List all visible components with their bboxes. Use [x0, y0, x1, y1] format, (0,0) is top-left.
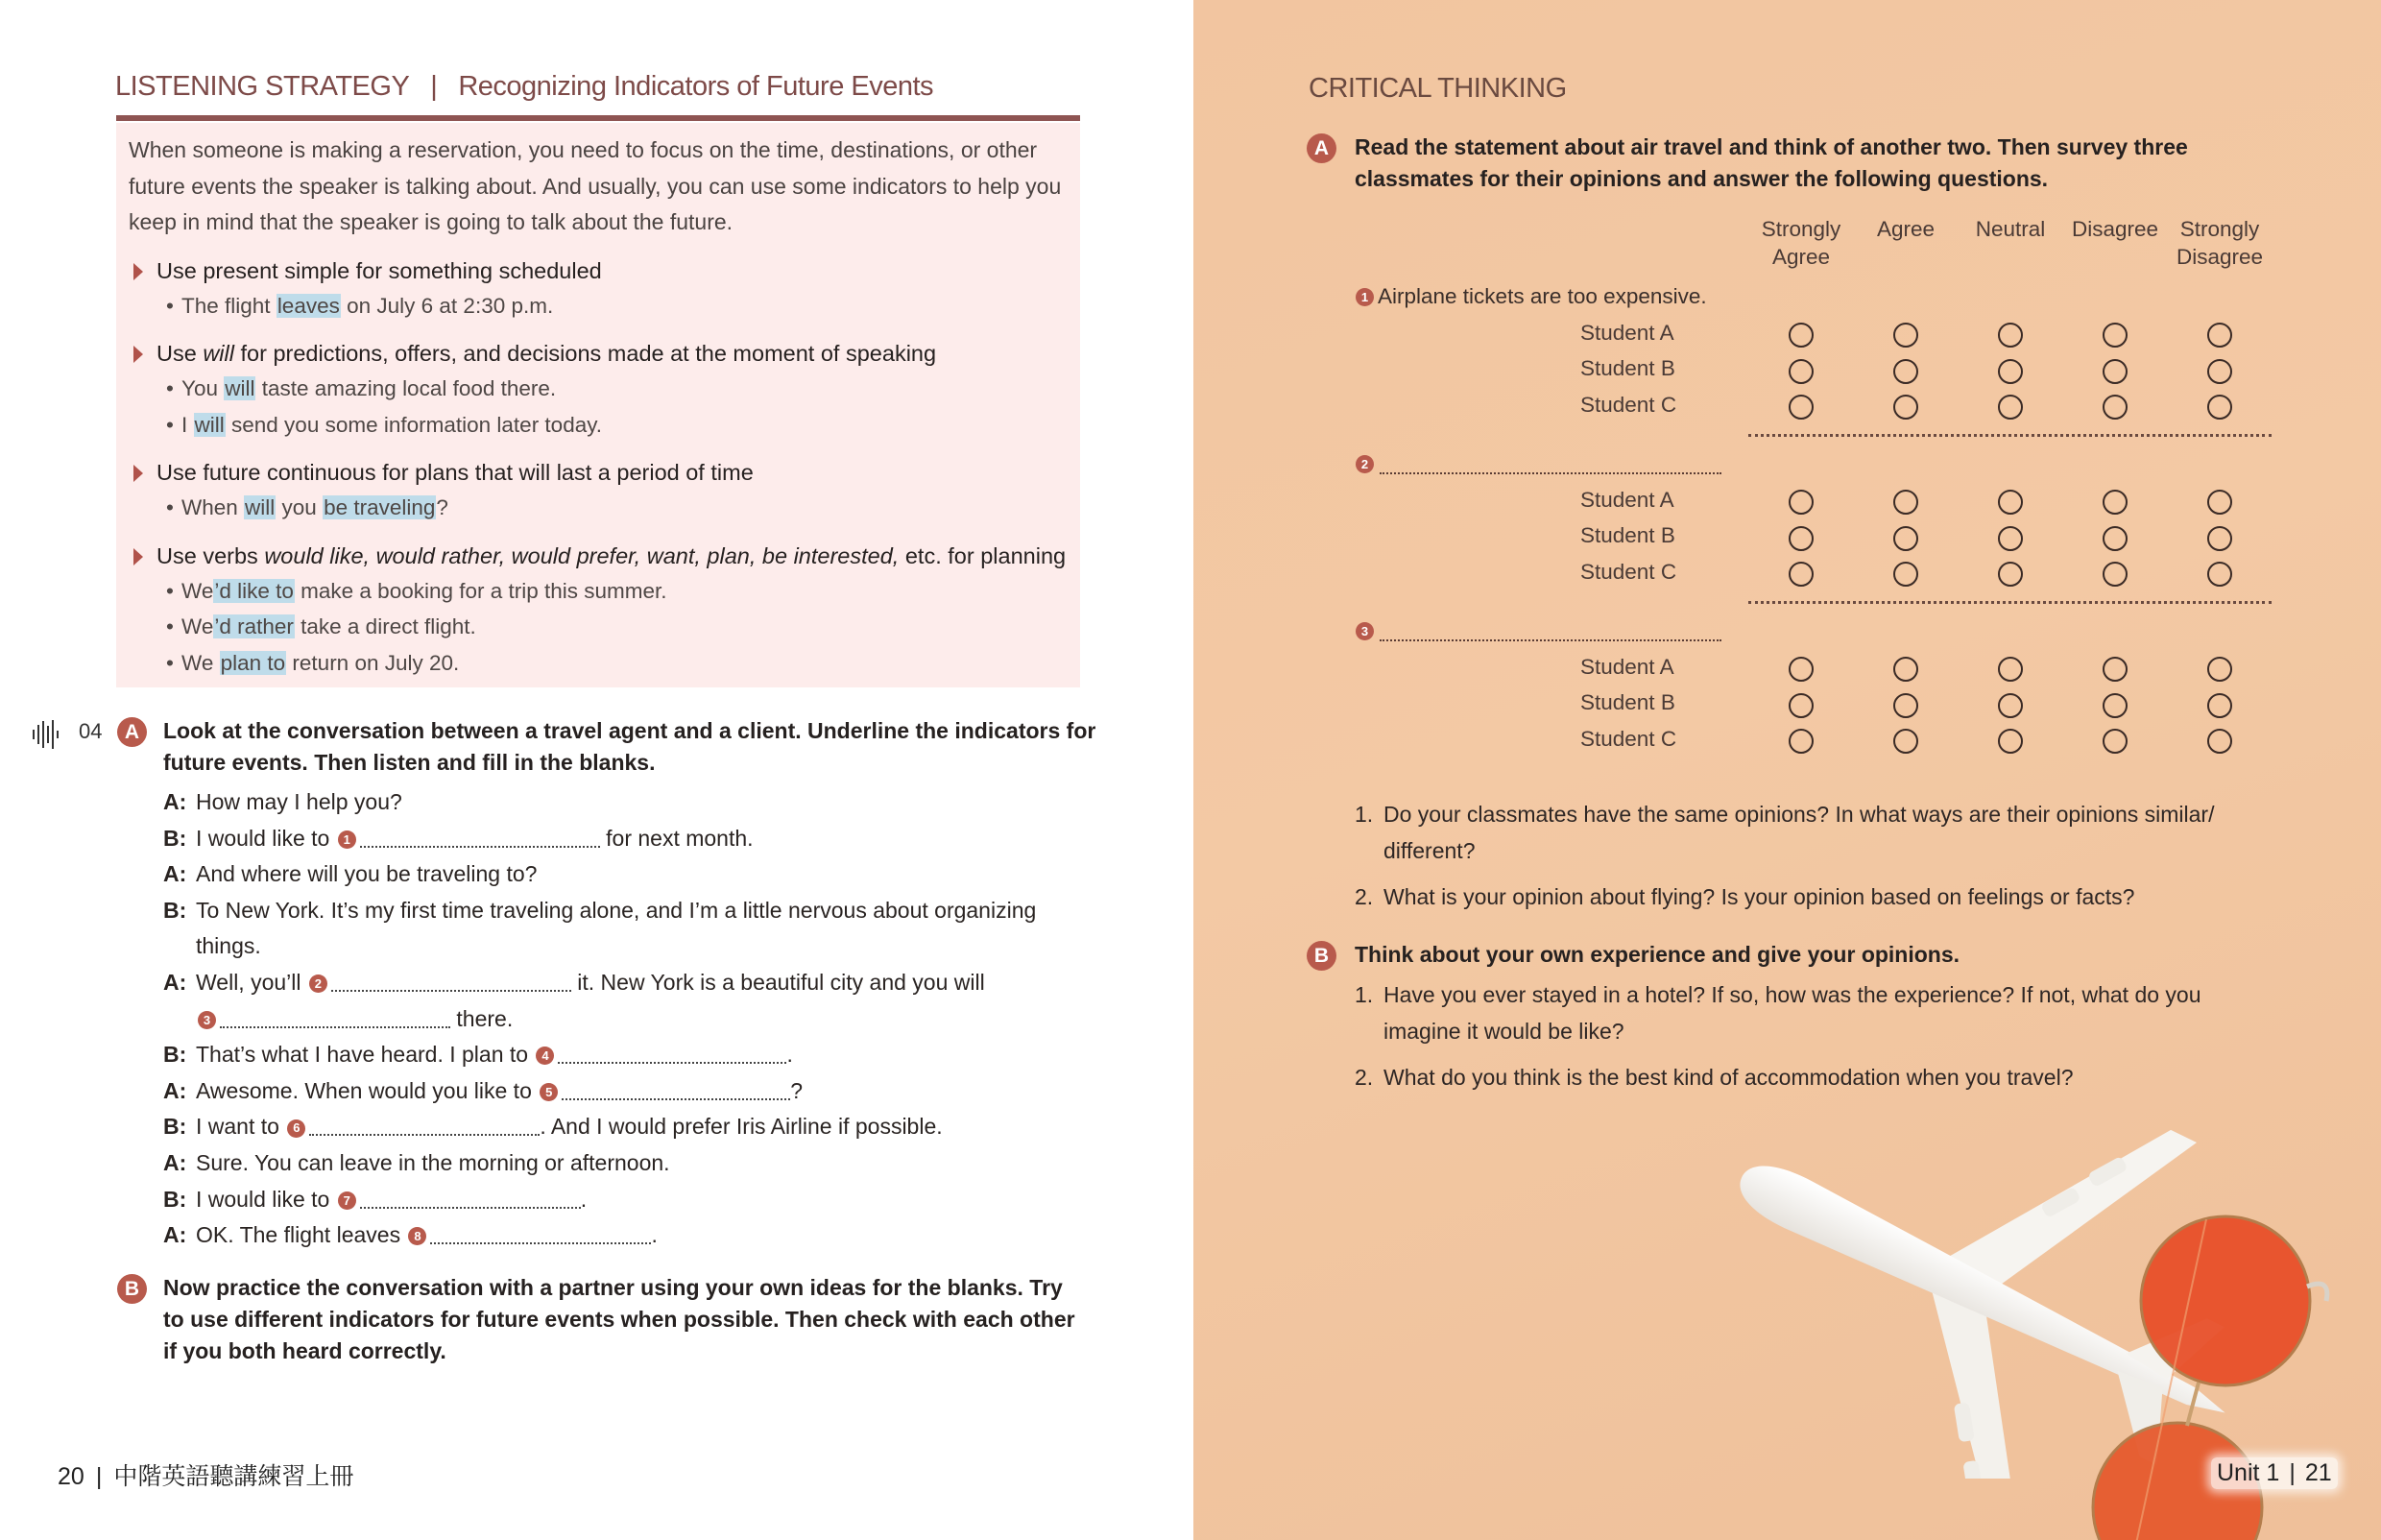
radio-disagree[interactable] — [2103, 693, 2128, 718]
blank-number: 5 — [540, 1083, 558, 1101]
activity-b-instruction: Now practice the conversation with a partner using your own ideas for the blanks. Try to use different indicators for future events when possible. Then check with each other if you both heard correctly. — [163, 1275, 1075, 1363]
radio-neutral[interactable] — [1998, 657, 2023, 682]
dotted-divider — [1748, 601, 2272, 604]
radio-disagree[interactable] — [2103, 729, 2128, 754]
bullet-icon: • — [166, 578, 174, 603]
dialogue-line: things. — [196, 933, 261, 959]
dialogue — [163, 784, 1085, 1254]
question-item: 1. Do your classmates have the same opinions? In what ways are their opinions similar/ different? — [1355, 802, 2215, 863]
radio-neutral[interactable] — [1998, 323, 2023, 348]
bullet-icon: • — [166, 614, 174, 638]
book-title: 中階英語聽講練習上冊 — [113, 1463, 354, 1490]
blank-number: 6 — [287, 1119, 305, 1138]
col-strongly-disagree: Strongly Disagree — [2176, 217, 2264, 269]
statement-number: 1 — [1356, 288, 1374, 306]
student-label: Student C — [1580, 393, 1677, 417]
radio-strongly-disagree[interactable] — [2207, 657, 2232, 682]
rule-future-continuous: Use future continuous for plans that will last a period of time • When will you be traveling? — [128, 455, 1069, 526]
speaker: B: — [163, 1114, 187, 1140]
radio-agree[interactable] — [1893, 395, 1918, 420]
blank-number: 2 — [309, 975, 327, 993]
radio-strongly-agree[interactable] — [1789, 729, 1814, 754]
highlighted-indicator: leaves — [277, 293, 340, 318]
bullet-icon: • — [166, 293, 174, 318]
right-page — [1193, 0, 2381, 1540]
speaker: A: — [163, 1222, 187, 1248]
ct-b-questions — [1355, 977, 2248, 1096]
highlighted-indicator: will — [245, 495, 276, 519]
dialogue-line: B: I would like to 1 for next month. — [163, 821, 1085, 857]
triangle-bullet-icon — [133, 465, 143, 482]
student-label: Student C — [1580, 727, 1677, 751]
question-item: 2. What is your opinion about flying? Is your opinion based on feelings or facts? — [1355, 884, 2135, 910]
radio-strongly-agree[interactable] — [1789, 323, 1814, 348]
activity-a-badge: A — [117, 717, 147, 747]
fill-in-blank-5[interactable] — [562, 1081, 790, 1100]
radio-strongly-disagree[interactable] — [2207, 729, 2232, 754]
dialogue-line: A: Sure. You can leave in the morning or afternoon. — [163, 1145, 1085, 1182]
student-label: Student B — [1580, 356, 1675, 380]
dialogue-line: A: Awesome. When would you like to 5 ? — [163, 1073, 1085, 1110]
radio-disagree[interactable] — [2103, 395, 2128, 420]
statement-1: 1 Airplane tickets are too expensive. — [1354, 284, 1707, 309]
speaker: B: — [163, 825, 187, 851]
statement-2-input[interactable] — [1380, 455, 1721, 474]
strategy-box — [116, 123, 1080, 687]
statement-number: 2 — [1356, 455, 1374, 473]
radio-strongly-agree[interactable] — [1789, 359, 1814, 384]
radio-strongly-disagree[interactable] — [2207, 323, 2232, 348]
speaker: A: — [163, 789, 187, 814]
ct-activity-b-badge: B — [1307, 941, 1336, 971]
radio-agree[interactable] — [1893, 657, 1918, 682]
fill-in-blank-3[interactable] — [220, 1009, 450, 1028]
radio-strongly-disagree[interactable] — [2207, 693, 2232, 718]
rule-example: • We’d like to make a booking for a trip this summer. — [128, 573, 1069, 610]
radio-neutral[interactable] — [1998, 490, 2023, 515]
radio-agree[interactable] — [1893, 359, 1918, 384]
student-label: Student B — [1580, 690, 1675, 714]
dialogue-line: A: OK. The flight leaves 8 . — [163, 1217, 1085, 1254]
dialogue-line: A: Well, you’ll 2 it. New York is a beautiful city and you will — [163, 965, 1085, 1001]
fill-in-blank-8[interactable] — [430, 1225, 651, 1244]
radio-neutral[interactable] — [1998, 729, 2023, 754]
highlighted-indicator: will — [194, 412, 225, 437]
dialogue-line: B: That’s what I have heard. I plan to 4 . — [163, 1037, 1085, 1073]
speaker: B: — [163, 897, 187, 923]
bullet-icon: • — [166, 376, 174, 400]
dialogue-line: B: I want to 6 . And I would prefer Iris Airline if possible. — [163, 1109, 1085, 1145]
highlighted-indicator: be traveling — [324, 495, 436, 519]
unit-label: Unit 1 — [2217, 1459, 2280, 1486]
dialogue-line: A: How may I help you? — [163, 784, 1085, 821]
highlighted-indicator: will — [225, 376, 255, 400]
radio-disagree[interactable] — [2103, 526, 2128, 551]
radio-strongly-disagree[interactable] — [2207, 395, 2232, 420]
radio-disagree[interactable] — [2103, 490, 2128, 515]
col-strongly-agree: Strongly Agree — [1761, 217, 1841, 269]
col-agree: Agree — [1876, 217, 1936, 241]
radio-agree[interactable] — [1893, 729, 1918, 754]
page-number: 21 — [2304, 1459, 2332, 1486]
fill-in-blank-7[interactable] — [360, 1190, 581, 1209]
dotted-divider — [1748, 434, 2272, 437]
radio-neutral[interactable] — [1998, 395, 2023, 420]
student-label: Student C — [1580, 560, 1677, 584]
radio-strongly-agree[interactable] — [1789, 562, 1814, 587]
fill-in-blank-2[interactable] — [331, 973, 571, 992]
rule-heading: Use present simple for something scheduled — [156, 257, 602, 283]
critical-thinking-header: CRITICAL THINKING — [1309, 73, 1567, 104]
question-item: 2. What do you think is the best kind of accommodation when you travel? — [1355, 1065, 2074, 1091]
radio-neutral[interactable] — [1998, 693, 2023, 718]
radio-strongly-agree[interactable] — [1789, 395, 1814, 420]
strategy-label: LISTENING STRATEGY — [115, 71, 410, 102]
statement-3 — [1354, 618, 1721, 643]
speaker: A: — [163, 1149, 187, 1175]
rule-will: Use will for predictions, offers, and decisions made at the moment of speaking • You will taste amazing local food there. • I will send you some information later today. — [128, 336, 1069, 443]
blank-number: 8 — [408, 1227, 426, 1245]
activity-a-instruction: Look at the conversation between a travel agent and a client. Underline the indicators for future events. Then listen and fill in the blanks. — [163, 718, 1096, 775]
radio-agree[interactable] — [1893, 526, 1918, 551]
bullet-icon: • — [166, 495, 174, 519]
triangle-bullet-icon — [133, 346, 143, 363]
radio-neutral[interactable] — [1998, 562, 2023, 587]
activity-b-badge: B — [117, 1274, 147, 1304]
blank-number: 4 — [536, 1047, 554, 1065]
audio-track-icon[interactable] — [33, 720, 59, 749]
header-rule — [116, 115, 1080, 121]
student-label: Student A — [1580, 655, 1674, 679]
strategy-header — [115, 71, 933, 103]
dialogue-line: B: I would like to 7 . — [163, 1182, 1085, 1218]
rule-example: • We plan to return on July 20. — [128, 645, 1069, 682]
radio-disagree[interactable] — [2103, 359, 2128, 384]
fill-in-blank-1[interactable] — [360, 829, 600, 848]
dialogue-line: B: To New York. It’s my first time traveling alone, and I’m a little nervous about organizing — [163, 893, 1085, 929]
fill-in-blank-6[interactable] — [309, 1117, 540, 1136]
highlighted-indicator: plan to — [220, 650, 286, 675]
dialogue-line: A: And where will you be traveling to? — [163, 856, 1085, 893]
radio-strongly-agree[interactable] — [1789, 657, 1814, 682]
triangle-bullet-icon — [133, 548, 143, 565]
radio-strongly-disagree[interactable] — [2207, 490, 2232, 515]
dialogue-line: 3 there. — [163, 1001, 1085, 1038]
radio-strongly-disagree[interactable] — [2207, 526, 2232, 551]
statement-number: 3 — [1356, 622, 1374, 640]
col-neutral: Neutral — [1975, 217, 2046, 241]
bullet-icon: • — [166, 412, 174, 437]
blank-number: 7 — [338, 1191, 356, 1210]
fill-in-blank-4[interactable] — [558, 1045, 786, 1064]
radio-strongly-agree[interactable] — [1789, 490, 1814, 515]
radio-strongly-disagree[interactable] — [2207, 562, 2232, 587]
radio-agree[interactable] — [1893, 693, 1918, 718]
statement-2 — [1354, 451, 1721, 476]
speaker: B: — [163, 1042, 187, 1068]
speaker: B: — [163, 1186, 187, 1212]
radio-strongly-agree[interactable] — [1789, 526, 1814, 551]
radio-disagree[interactable] — [2103, 562, 2128, 587]
audio-track-number: 04 — [79, 719, 103, 743]
page-footer-right: Unit 1 | 21 — [2211, 1457, 2338, 1489]
speaker: A: — [163, 1077, 187, 1103]
rule-example: • We’d rather take a direct flight. — [128, 609, 1069, 645]
rule-example: • I will send you some information later today. — [128, 407, 1069, 444]
triangle-bullet-icon — [133, 263, 143, 280]
col-disagree: Disagree — [2071, 217, 2159, 241]
blank-number: 3 — [198, 1011, 216, 1029]
ct-activity-b-instruction: Think about your own experience and give your opinions. — [1355, 942, 1960, 967]
radio-disagree[interactable] — [2103, 323, 2128, 348]
ct-a-questions — [1355, 797, 2248, 916]
rule-example: • The flight leaves on July 6 at 2:30 p.m. — [128, 288, 1069, 325]
rule-present-simple — [128, 253, 1069, 325]
radio-neutral[interactable] — [1998, 359, 2023, 384]
speaker: A: — [163, 969, 187, 995]
statement-3-input[interactable] — [1380, 622, 1721, 641]
highlighted-indicator: ’d like to — [214, 578, 294, 603]
page-number: 20 — [58, 1463, 84, 1490]
radio-agree[interactable] — [1893, 490, 1918, 515]
highlighted-indicator: ’d rather — [214, 614, 294, 638]
page-footer-left: 20 | 中階英語聽講練習上冊 — [58, 1463, 354, 1490]
header-separator: | — [430, 71, 438, 102]
radio-strongly-agree[interactable] — [1789, 693, 1814, 718]
radio-neutral[interactable] — [1998, 526, 2023, 551]
strategy-title: Recognizing Indicators of Future Events — [458, 71, 934, 102]
question-item: 1. Have you ever stayed in a hotel? If so, how was the experience? If not, what do you imagine it would be like? — [1355, 982, 2201, 1044]
rule-example: • You will taste amazing local food there. — [128, 371, 1069, 407]
ct-activity-a-instruction: Read the statement about air travel and think of another two. Then survey three classmates for their opinions and answer the following questions. — [1355, 134, 2188, 191]
speaker: A: — [163, 861, 187, 887]
radio-strongly-disagree[interactable] — [2207, 359, 2232, 384]
blank-number: 1 — [338, 830, 356, 849]
radio-agree[interactable] — [1893, 562, 1918, 587]
strategy-intro: When someone is making a reservation, you need to focus on the time, destinations, or other future events the speaker is talking about. And usually, you can use some indicators to help you keep in mind that the speaker is going to talk about the future. — [129, 137, 1062, 234]
radio-disagree[interactable] — [2103, 657, 2128, 682]
bullet-icon: • — [166, 650, 174, 675]
ct-activity-a-badge: A — [1307, 133, 1336, 163]
radio-agree[interactable] — [1893, 323, 1918, 348]
student-label: Student B — [1580, 523, 1675, 547]
student-label: Student A — [1580, 321, 1674, 345]
rule-planning-verbs: Use verbs would like, would rather, would prefer, want, plan, be interested, etc. for planning • We’d like to make a booking for a trip this summer. • We’d rather take a direct flight. • We plan to return on July 20. — [128, 539, 1069, 682]
student-label: Student A — [1580, 488, 1674, 512]
rule-example: • When will you be traveling? — [128, 490, 1069, 526]
